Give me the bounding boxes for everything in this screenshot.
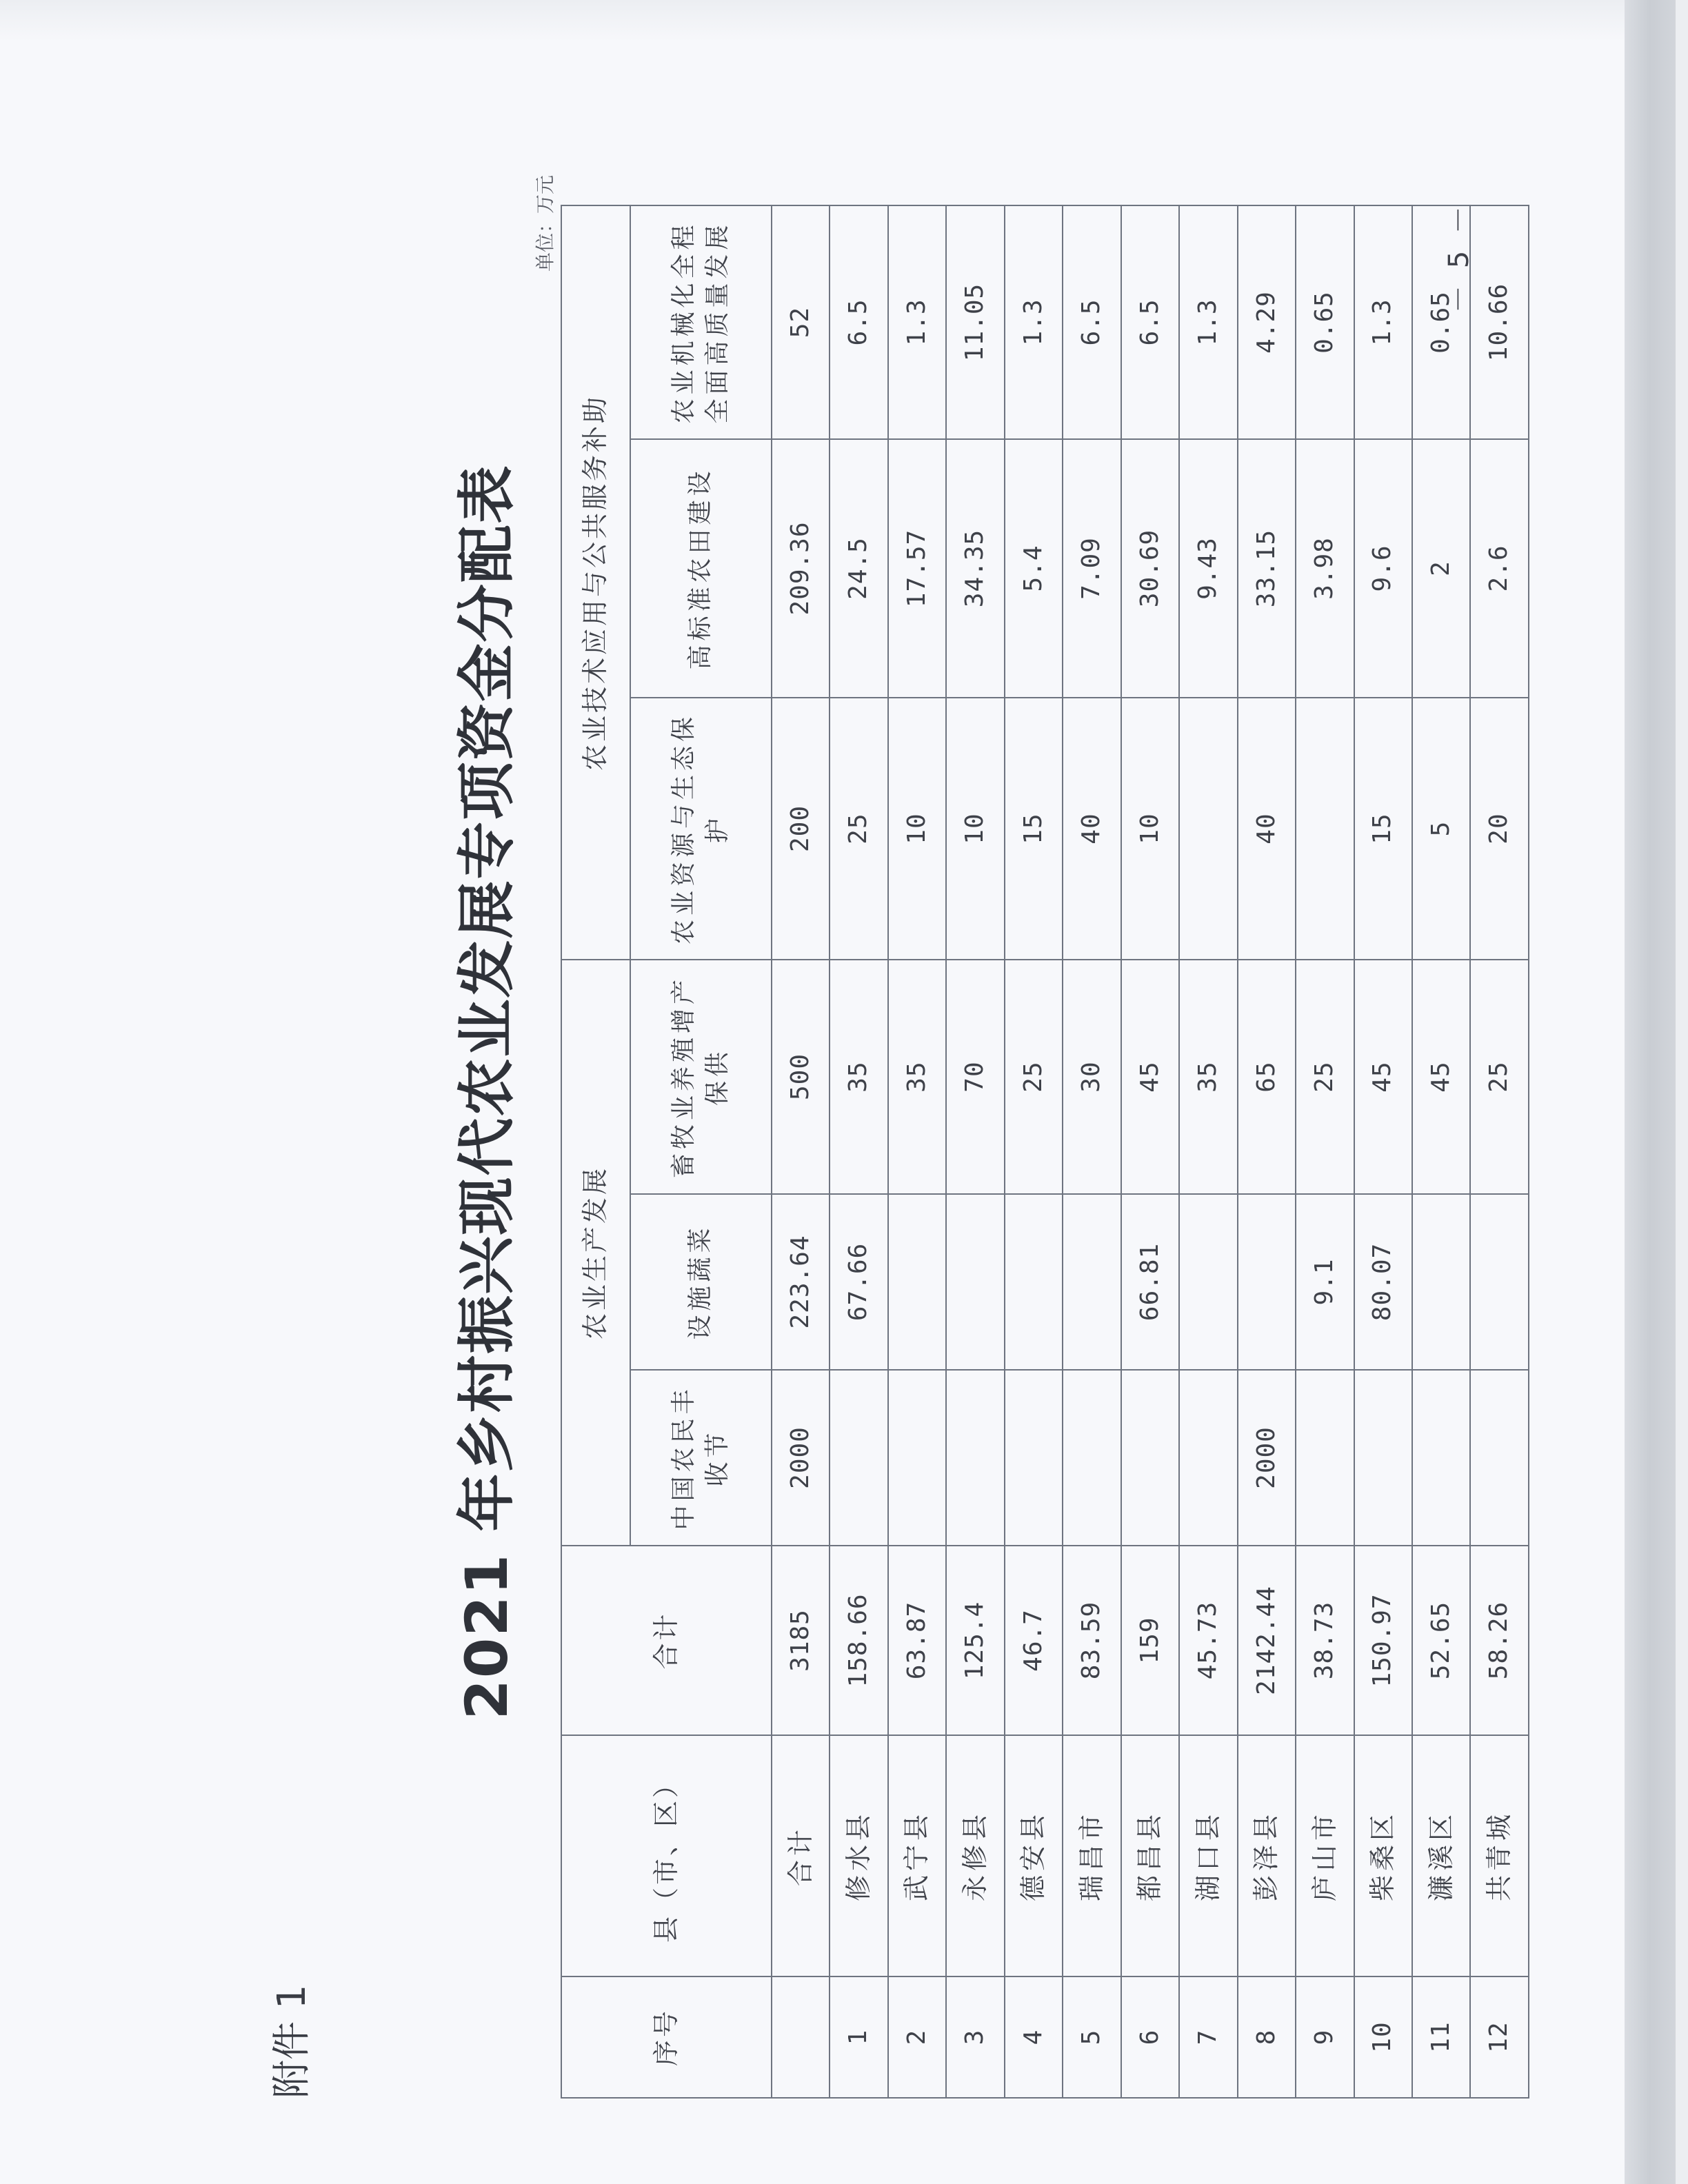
cell-livestock: 35 bbox=[888, 960, 946, 1194]
cell-vegetables bbox=[888, 1194, 946, 1370]
cell-county: 武宁县 bbox=[888, 1735, 946, 1976]
cell-livestock: 25 bbox=[1005, 960, 1063, 1194]
table-row bbox=[1412, 205, 1470, 2098]
cell-resources: 5 bbox=[1412, 698, 1470, 960]
cell-county: 瑞昌市 bbox=[1063, 1735, 1121, 1976]
cell-county: 共青城 bbox=[1470, 1735, 1529, 1976]
cell-seq bbox=[772, 1976, 830, 2098]
cell-vegetables bbox=[1412, 1194, 1470, 1370]
cell-county: 合计 bbox=[772, 1735, 830, 1976]
cell-festival bbox=[1412, 1370, 1470, 1546]
cell-farmland: 5.4 bbox=[1005, 439, 1063, 698]
cell-vegetables bbox=[1238, 1194, 1296, 1370]
fund-allocation-table bbox=[561, 205, 1529, 2099]
cell-vegetables: 66.81 bbox=[1121, 1194, 1179, 1370]
attachment-label: 附件 1 bbox=[270, 1984, 314, 2099]
table-row bbox=[1005, 205, 1063, 2098]
cell-total: 52.65 bbox=[1412, 1546, 1470, 1735]
page-number: － 5 － bbox=[1443, 202, 1475, 313]
cell-county: 濂溪区 bbox=[1412, 1735, 1470, 1976]
cell-resources: 10 bbox=[946, 698, 1004, 960]
cell-county: 柴桑区 bbox=[1354, 1735, 1412, 1976]
table-row bbox=[946, 205, 1004, 2098]
table-row bbox=[1354, 205, 1412, 2098]
cell-vegetables: 80.07 bbox=[1354, 1194, 1412, 1370]
cell-seq: 1 bbox=[830, 1976, 887, 2098]
cell-festival bbox=[830, 1370, 887, 1546]
cell-farmland: 33.15 bbox=[1238, 439, 1296, 698]
cell-resources: 15 bbox=[1354, 698, 1412, 960]
cell-livestock: 45 bbox=[1412, 960, 1470, 1194]
cell-resources: 10 bbox=[888, 698, 946, 960]
cell-seq: 7 bbox=[1179, 1976, 1237, 2098]
cell-farmland: 7.09 bbox=[1063, 439, 1121, 698]
cell-total: 158.66 bbox=[830, 1546, 887, 1735]
document-title: 2021 年乡村振兴现代农业发展专项资金分配表 bbox=[453, 464, 521, 1720]
cell-farmland: 9.43 bbox=[1179, 439, 1237, 698]
cell-county: 彭泽县 bbox=[1238, 1735, 1296, 1976]
cell-mechanization: 11.05 bbox=[946, 205, 1004, 439]
cell-vegetables bbox=[1179, 1194, 1237, 1370]
cell-livestock: 45 bbox=[1354, 960, 1412, 1194]
cell-mechanization: 52 bbox=[772, 205, 830, 439]
cell-mechanization: 10.66 bbox=[1470, 205, 1529, 439]
cell-seq: 12 bbox=[1470, 1976, 1529, 2098]
header-mechanization: 农业机械化全程全面高质量发展 bbox=[630, 205, 772, 439]
cell-livestock: 25 bbox=[1470, 960, 1529, 1194]
cell-resources: 10 bbox=[1121, 698, 1179, 960]
cell-total: 83.59 bbox=[1063, 1546, 1121, 1735]
cell-seq: 4 bbox=[1005, 1976, 1063, 2098]
cell-mechanization: 6.5 bbox=[830, 205, 887, 439]
header-farmland: 高标准农田建设 bbox=[630, 439, 772, 698]
cell-festival: 2000 bbox=[1238, 1370, 1296, 1546]
cell-festival bbox=[1063, 1370, 1121, 1546]
header-festival: 中国农民丰收节 bbox=[630, 1370, 772, 1546]
cell-resources: 25 bbox=[830, 698, 887, 960]
header-group-production: 农业生产发展 bbox=[561, 960, 630, 1546]
table-row bbox=[1179, 205, 1237, 2098]
header-county: 县（市、区） bbox=[561, 1735, 772, 1976]
cell-livestock: 25 bbox=[1296, 960, 1354, 1194]
cell-vegetables bbox=[1470, 1194, 1529, 1370]
cell-festival bbox=[1470, 1370, 1529, 1546]
cell-livestock: 70 bbox=[946, 960, 1004, 1194]
table-row bbox=[1238, 205, 1296, 2098]
cell-festival bbox=[1005, 1370, 1063, 1546]
table-row bbox=[830, 205, 887, 2098]
table-row bbox=[888, 205, 946, 2098]
cell-resources: 40 bbox=[1063, 698, 1121, 960]
cell-farmland: 34.35 bbox=[946, 439, 1004, 698]
cell-livestock: 500 bbox=[772, 960, 830, 1194]
unit-note: 单位：万元 bbox=[534, 174, 556, 272]
table-body bbox=[772, 205, 1529, 2098]
cell-livestock: 65 bbox=[1238, 960, 1296, 1194]
cell-farmland: 2 bbox=[1412, 439, 1470, 698]
cell-farmland: 3.98 bbox=[1296, 439, 1354, 698]
cell-vegetables: 67.66 bbox=[830, 1194, 887, 1370]
cell-livestock: 30 bbox=[1063, 960, 1121, 1194]
header-total: 合计 bbox=[561, 1546, 772, 1735]
table-row-total bbox=[772, 205, 830, 2098]
cell-vegetables: 223.64 bbox=[772, 1194, 830, 1370]
cell-total: 46.7 bbox=[1005, 1546, 1063, 1735]
cell-resources: 20 bbox=[1470, 698, 1529, 960]
cell-mechanization: 1.3 bbox=[1179, 205, 1237, 439]
cell-vegetables bbox=[946, 1194, 1004, 1370]
cell-vegetables bbox=[1063, 1194, 1121, 1370]
cell-seq: 6 bbox=[1121, 1976, 1179, 2098]
cell-resources bbox=[1296, 698, 1354, 960]
cell-farmland: 17.57 bbox=[888, 439, 946, 698]
cell-mechanization: 0.65 bbox=[1412, 205, 1470, 439]
table-row bbox=[1063, 205, 1121, 2098]
cell-total: 63.87 bbox=[888, 1546, 946, 1735]
cell-county: 修水县 bbox=[830, 1735, 887, 1976]
cell-resources: 15 bbox=[1005, 698, 1063, 960]
scan-top-shadow bbox=[0, 0, 1625, 41]
scan-page-edge bbox=[1625, 0, 1688, 2184]
header-resources: 农业资源与生态保护 bbox=[630, 698, 772, 960]
cell-seq: 10 bbox=[1354, 1976, 1412, 2098]
cell-total: 45.73 bbox=[1179, 1546, 1237, 1735]
cell-festival bbox=[1179, 1370, 1237, 1546]
cell-festival: 2000 bbox=[772, 1370, 830, 1546]
cell-festival bbox=[946, 1370, 1004, 1546]
cell-mechanization: 4.29 bbox=[1238, 205, 1296, 439]
cell-livestock: 35 bbox=[1179, 960, 1237, 1194]
cell-festival bbox=[1121, 1370, 1179, 1546]
table-row bbox=[1470, 205, 1529, 2098]
cell-resources bbox=[1179, 698, 1237, 960]
table-row bbox=[1296, 205, 1354, 2098]
cell-total: 159 bbox=[1121, 1546, 1179, 1735]
cell-total: 2142.44 bbox=[1238, 1546, 1296, 1735]
rotated-document-page bbox=[165, 65, 1523, 2119]
cell-resources: 200 bbox=[772, 698, 830, 960]
table-row bbox=[1121, 205, 1179, 2098]
cell-farmland: 9.6 bbox=[1354, 439, 1412, 698]
cell-mechanization: 1.3 bbox=[1005, 205, 1063, 439]
header-group-tech: 农业技术应用与公共服务补助 bbox=[561, 205, 630, 960]
cell-county: 湖口县 bbox=[1179, 1735, 1237, 1976]
cell-festival bbox=[1354, 1370, 1412, 1546]
scan-page-edge-highlight bbox=[1676, 0, 1688, 2184]
cell-mechanization: 1.3 bbox=[888, 205, 946, 439]
cell-total: 125.4 bbox=[946, 1546, 1004, 1735]
cell-seq: 9 bbox=[1296, 1976, 1354, 2098]
cell-county: 庐山市 bbox=[1296, 1735, 1354, 1976]
cell-mechanization: 0.65 bbox=[1296, 205, 1354, 439]
cell-total: 38.73 bbox=[1296, 1546, 1354, 1735]
cell-mechanization: 6.5 bbox=[1063, 205, 1121, 439]
cell-total: 150.97 bbox=[1354, 1546, 1412, 1735]
cell-farmland: 24.5 bbox=[830, 439, 887, 698]
header-vegetables: 设施蔬菜 bbox=[630, 1194, 772, 1370]
cell-seq: 8 bbox=[1238, 1976, 1296, 2098]
cell-festival bbox=[1296, 1370, 1354, 1546]
cell-seq: 2 bbox=[888, 1976, 946, 2098]
cell-total: 58.26 bbox=[1470, 1546, 1529, 1735]
cell-total: 3185 bbox=[772, 1546, 830, 1735]
cell-resources: 40 bbox=[1238, 698, 1296, 960]
cell-county: 永修县 bbox=[946, 1735, 1004, 1976]
cell-farmland: 209.36 bbox=[772, 439, 830, 698]
cell-livestock: 45 bbox=[1121, 960, 1179, 1194]
cell-farmland: 30.69 bbox=[1121, 439, 1179, 698]
cell-festival bbox=[888, 1370, 946, 1546]
cell-mechanization: 6.5 bbox=[1121, 205, 1179, 439]
cell-vegetables: 9.1 bbox=[1296, 1194, 1354, 1370]
header-seq: 序号 bbox=[561, 1976, 772, 2098]
cell-seq: 3 bbox=[946, 1976, 1004, 2098]
cell-seq: 11 bbox=[1412, 1976, 1470, 2098]
cell-livestock: 35 bbox=[830, 960, 887, 1194]
cell-seq: 5 bbox=[1063, 1976, 1121, 2098]
cell-vegetables bbox=[1005, 1194, 1063, 1370]
header-livestock: 畜牧业养殖增产保供 bbox=[630, 960, 772, 1194]
cell-county: 都昌县 bbox=[1121, 1735, 1179, 1976]
cell-mechanization: 1.3 bbox=[1354, 205, 1412, 439]
cell-farmland: 2.6 bbox=[1470, 439, 1529, 698]
cell-county: 德安县 bbox=[1005, 1735, 1063, 1976]
